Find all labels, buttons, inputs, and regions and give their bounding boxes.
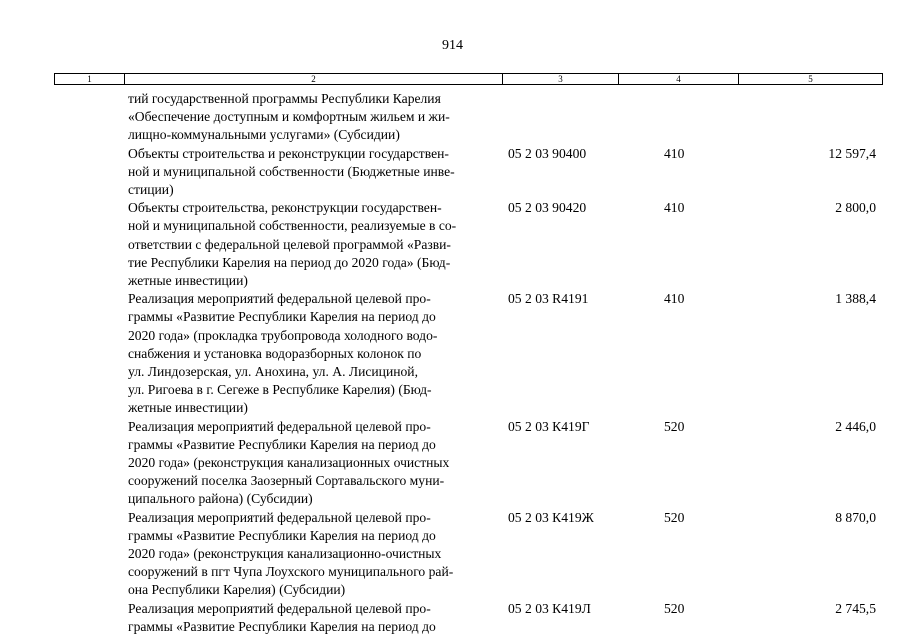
row-amount: 1 388,4 <box>835 291 876 307</box>
row-code: 05 2 03 90400 <box>508 145 587 161</box>
row-code: 05 2 03 К419Ж <box>508 509 594 525</box>
page-number: 914 <box>442 38 463 53</box>
row-amount: 8 870,0 <box>835 509 876 525</box>
column-header-3: 3 <box>503 74 619 85</box>
budget-rows <box>0 90 905 636</box>
row-description: Реализация мероприятий федеральной целевой про- граммы «Развитие Республики Карелия на период до 2020 года» (прокладка трубопровода холодного водо- снабжения и установка водоразборных колонок по ул. Линдозерская, ул. Анохина, ул. А. Лисициной, ул. Ригоева в г. Сегеже в Республике Карелия) (Бюд- жетные инвестиции) <box>128 291 438 416</box>
row-description: Объекты строительства и реконструкции государствен- ной и муниципальной собственности (Бюджетные инве- стиции) <box>128 145 455 198</box>
column-header-1: 1 <box>55 74 125 85</box>
row-description: тий государственной программы Республики Карелия «Обеспечение доступным и комфортным жильем и жи- лищно-коммунальными услугами» (Субсидии) <box>128 91 450 143</box>
row-expense-type: 520 <box>664 418 685 434</box>
row-code: 05 2 03 90420 <box>508 200 587 216</box>
row-amount: 12 597,4 <box>828 145 876 161</box>
row-expense-type: 410 <box>664 145 685 161</box>
row-description: Реализация мероприятий федеральной целевой про- граммы «Развитие Республики Карелия на период до 2020 года» (реконструкция канализационных очистных сооружений поселка Заозерный Сортавальского муни- ципального района) (Субсидии) <box>128 418 450 507</box>
column-header-table <box>54 73 883 85</box>
table-row <box>0 90 905 145</box>
column-header-4: 4 <box>619 74 739 85</box>
column-header-2: 2 <box>125 74 503 85</box>
table-row <box>0 145 905 200</box>
row-description: Реализация мероприятий федеральной целевой про- граммы «Развитие Республики Карелия на период до <box>128 600 436 634</box>
row-amount: 2 745,5 <box>835 600 876 616</box>
row-amount: 2 446,0 <box>835 418 876 434</box>
row-code: 05 2 03 К419Л <box>508 600 591 616</box>
table-row <box>0 199 905 290</box>
row-code: 05 2 03 R4191 <box>508 291 589 307</box>
table-row <box>0 509 905 600</box>
row-code: 05 2 03 К419Г <box>508 418 590 434</box>
row-expense-type: 410 <box>664 200 685 216</box>
row-description: Реализация мероприятий федеральной целевой про- граммы «Развитие Республики Карелия на период до 2020 года» (реконструкция канализационно-очистных сооружений в пгт Чупа Лоухского муниципального рай- она Республики Карелия) (Субсидии) <box>128 509 454 598</box>
row-expense-type: 520 <box>664 600 685 616</box>
table-row <box>0 290 905 417</box>
row-expense-type: 520 <box>664 509 685 525</box>
row-amount: 2 800,0 <box>835 200 876 216</box>
column-header-5: 5 <box>739 74 883 85</box>
row-description: Объекты строительства, реконструкции государствен- ной и муниципальной собственности, реализуемые в со- ответствии с федеральной целевой программой «Разви- тие Республики Карелия на период до 2020 года» (Бюд- жетные инвестиции) <box>128 200 457 289</box>
table-row <box>0 600 905 636</box>
row-expense-type: 410 <box>664 291 685 307</box>
table-row <box>0 418 905 509</box>
